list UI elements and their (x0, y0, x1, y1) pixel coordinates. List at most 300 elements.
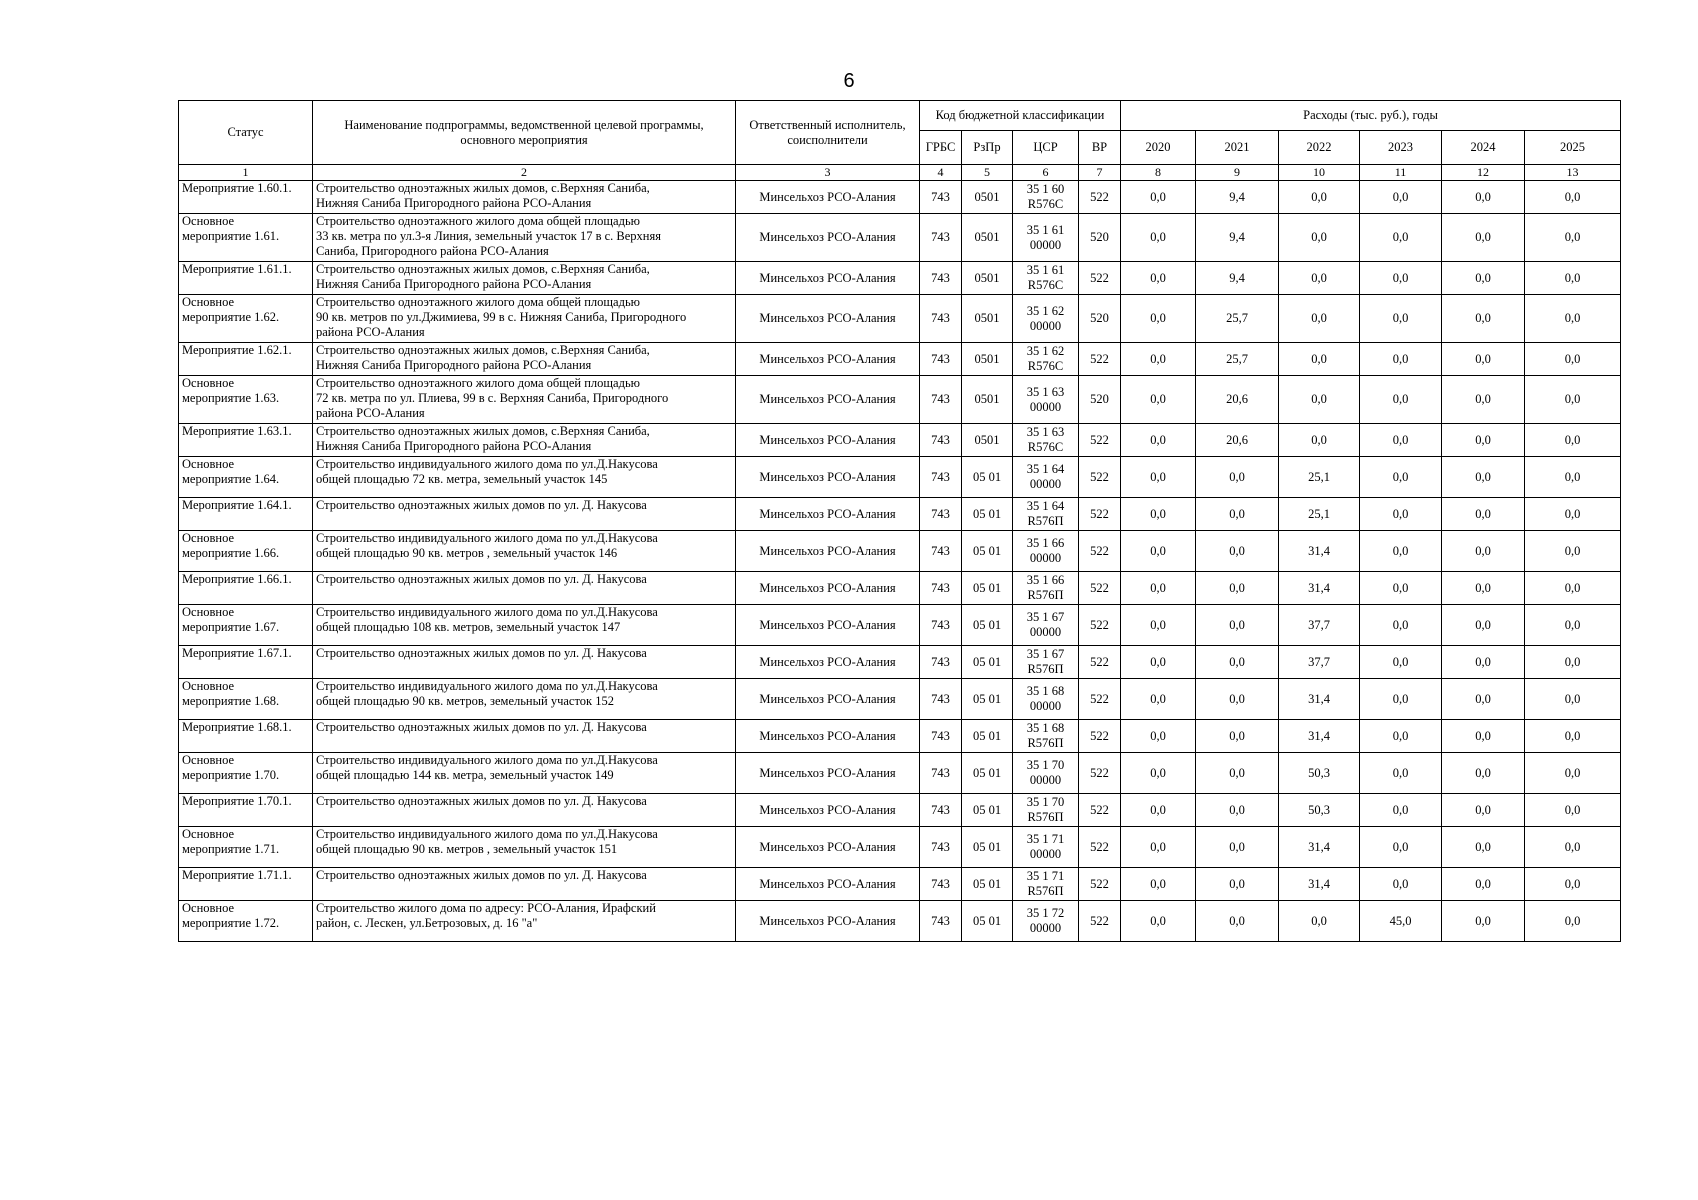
status-cell: Основное мероприятие 1.70. (179, 753, 313, 794)
name-cell: Строительство индивидуального жилого дома по ул.Д.Накусова общей площадью 90 кв. метров , земельный участок 146 (313, 531, 736, 572)
expense-value-cell: 0,0 (1196, 605, 1279, 646)
name-cell: Строительство индивидуального жилого дома по ул.Д.Накусова общей площадью 108 кв. метров, земельный участок 147 (313, 605, 736, 646)
expense-value-cell: 0,0 (1525, 498, 1621, 531)
vr-cell: 522 (1079, 827, 1121, 868)
name-cell: Строительство одноэтажного жилого дома общей площадью 72 кв. метра по ул. Плиева, 99 в с. Верхняя Саниба, Пригородного района РСО-Алания (313, 376, 736, 424)
grbs-cell: 743 (920, 262, 962, 295)
year-header: 2021 (1196, 131, 1279, 165)
expense-value-cell: 31,4 (1279, 572, 1360, 605)
csr-cell: 35 1 63 00000 (1013, 376, 1079, 424)
expense-value-cell: 9,4 (1196, 262, 1279, 295)
rzpr-cell: 05 01 (962, 753, 1013, 794)
expense-value-cell: 0,0 (1442, 531, 1525, 572)
executor-cell: Минсельхоз РСО-Алания (736, 827, 920, 868)
table-row (179, 646, 1621, 679)
name-cell: Строительство индивидуального жилого дома по ул.Д.Накусова общей площадью 90 кв. метров, земельный участок 152 (313, 679, 736, 720)
expense-value-cell: 0,0 (1196, 572, 1279, 605)
expense-value-cell: 0,0 (1525, 794, 1621, 827)
expense-value-cell: 0,0 (1525, 181, 1621, 214)
expense-value-cell: 0,0 (1121, 605, 1196, 646)
expense-value-cell: 0,0 (1196, 498, 1279, 531)
executor-cell: Минсельхоз РСО-Алания (736, 214, 920, 262)
name-cell: Строительство одноэтажных жилых домов, с.Верхняя Саниба, Нижняя Саниба Пригородного района РСО-Алания (313, 343, 736, 376)
expense-value-cell: 0,0 (1442, 827, 1525, 868)
expense-value-cell: 0,0 (1525, 868, 1621, 901)
status-cell: Мероприятие 1.68.1. (179, 720, 313, 753)
expense-value-cell: 37,7 (1279, 646, 1360, 679)
vr-cell: 522 (1079, 531, 1121, 572)
year-header: 2023 (1360, 131, 1442, 165)
expense-value-cell: 0,0 (1121, 531, 1196, 572)
column-number: 10 (1279, 165, 1360, 181)
column-number: 8 (1121, 165, 1196, 181)
expense-value-cell: 0,0 (1196, 457, 1279, 498)
executor-cell: Минсельхоз РСО-Алания (736, 901, 920, 942)
status-cell: Основное мероприятие 1.64. (179, 457, 313, 498)
rzpr-cell: 0501 (962, 181, 1013, 214)
executor-cell: Минсельхоз РСО-Алания (736, 295, 920, 343)
grbs-cell: 743 (920, 457, 962, 498)
executor-cell: Минсельхоз РСО-Алания (736, 498, 920, 531)
status-header: Статус (179, 101, 313, 165)
expense-value-cell: 0,0 (1121, 295, 1196, 343)
status-cell: Мероприятие 1.63.1. (179, 424, 313, 457)
expense-value-cell: 0,0 (1442, 457, 1525, 498)
table-row (179, 424, 1621, 457)
vr-cell: 520 (1079, 214, 1121, 262)
expense-value-cell: 0,0 (1279, 181, 1360, 214)
grbs-cell: 743 (920, 343, 962, 376)
status-cell: Мероприятие 1.67.1. (179, 646, 313, 679)
expense-value-cell: 0,0 (1360, 295, 1442, 343)
expense-value-cell: 0,0 (1360, 753, 1442, 794)
grbs-header: ГРБС (920, 131, 962, 165)
csr-cell: 35 1 64 00000 (1013, 457, 1079, 498)
expense-value-cell: 0,0 (1121, 262, 1196, 295)
grbs-cell: 743 (920, 214, 962, 262)
grbs-cell: 743 (920, 794, 962, 827)
expense-value-cell: 0,0 (1279, 376, 1360, 424)
rzpr-cell: 05 01 (962, 572, 1013, 605)
executor-cell: Минсельхоз РСО-Алания (736, 376, 920, 424)
expense-value-cell: 20,6 (1196, 424, 1279, 457)
executor-cell: Минсельхоз РСО-Алания (736, 753, 920, 794)
expense-value-cell: 0,0 (1525, 343, 1621, 376)
executor-cell: Минсельхоз РСО-Алания (736, 679, 920, 720)
expense-value-cell: 45,0 (1360, 901, 1442, 942)
expense-value-cell: 0,0 (1360, 827, 1442, 868)
status-cell: Основное мероприятие 1.68. (179, 679, 313, 720)
status-cell: Основное мероприятие 1.67. (179, 605, 313, 646)
expense-value-cell: 0,0 (1279, 901, 1360, 942)
executor-cell: Минсельхоз РСО-Алания (736, 457, 920, 498)
column-number: 2 (313, 165, 736, 181)
name-cell: Строительство индивидуального жилого дома по ул.Д.Накусова общей площадью 144 кв. метра, земельный участок 149 (313, 753, 736, 794)
expense-value-cell: 0,0 (1121, 376, 1196, 424)
expense-value-cell: 25,7 (1196, 343, 1279, 376)
status-cell: Мероприятие 1.66.1. (179, 572, 313, 605)
expense-value-cell: 0,0 (1196, 720, 1279, 753)
year-header: 2020 (1121, 131, 1196, 165)
table-row (179, 498, 1621, 531)
expense-value-cell: 0,0 (1360, 498, 1442, 531)
rzpr-cell: 05 01 (962, 827, 1013, 868)
name-cell: Строительство индивидуального жилого дома по ул.Д.Накусова общей площадью 72 кв. метра, земельный участок 145 (313, 457, 736, 498)
vr-cell: 522 (1079, 181, 1121, 214)
rzpr-cell: 0501 (962, 262, 1013, 295)
vr-cell: 522 (1079, 753, 1121, 794)
rzpr-cell: 0501 (962, 376, 1013, 424)
rzpr-header: РзПр (962, 131, 1013, 165)
vr-cell: 522 (1079, 794, 1121, 827)
status-cell: Основное мероприятие 1.71. (179, 827, 313, 868)
executor-cell: Минсельхоз РСО-Алания (736, 720, 920, 753)
executor-cell: Минсельхоз РСО-Алания (736, 531, 920, 572)
expense-value-cell: 0,0 (1360, 720, 1442, 753)
status-cell: Мероприятие 1.60.1. (179, 181, 313, 214)
expense-value-cell: 31,4 (1279, 679, 1360, 720)
year-header: 2025 (1525, 131, 1621, 165)
year-header: 2024 (1442, 131, 1525, 165)
table-row (179, 214, 1621, 262)
csr-cell: 35 1 60 R576C (1013, 181, 1079, 214)
expense-value-cell: 0,0 (1442, 794, 1525, 827)
csr-cell: 35 1 66 00000 (1013, 531, 1079, 572)
csr-cell: 35 1 62 00000 (1013, 295, 1079, 343)
name-cell: Строительство одноэтажных жилых домов, с.Верхняя Саниба, Нижняя Саниба Пригородного района РСО-Алания (313, 181, 736, 214)
expense-value-cell: 0,0 (1196, 827, 1279, 868)
grbs-cell: 743 (920, 605, 962, 646)
vr-cell: 522 (1079, 457, 1121, 498)
expense-value-cell: 0,0 (1196, 646, 1279, 679)
expense-value-cell: 0,0 (1442, 868, 1525, 901)
grbs-cell: 743 (920, 720, 962, 753)
name-cell: Строительство одноэтажных жилых домов, с.Верхняя Саниба, Нижняя Саниба Пригородного района РСО-Алания (313, 262, 736, 295)
vr-cell: 522 (1079, 498, 1121, 531)
executor-cell: Минсельхоз РСО-Алания (736, 181, 920, 214)
expense-value-cell: 0,0 (1121, 498, 1196, 531)
csr-cell: 35 1 64 R576П (1013, 498, 1079, 531)
expense-value-cell: 31,4 (1279, 827, 1360, 868)
executor-cell: Минсельхоз РСО-Алания (736, 794, 920, 827)
column-number-row (179, 165, 1621, 181)
grbs-cell: 743 (920, 572, 962, 605)
column-number: 6 (1013, 165, 1079, 181)
grbs-cell: 743 (920, 679, 962, 720)
table-row (179, 457, 1621, 498)
expense-value-cell: 9,4 (1196, 214, 1279, 262)
executor-cell: Минсельхоз РСО-Алания (736, 868, 920, 901)
grbs-cell: 743 (920, 901, 962, 942)
expense-value-cell: 31,4 (1279, 531, 1360, 572)
expense-value-cell: 0,0 (1121, 679, 1196, 720)
rzpr-cell: 05 01 (962, 901, 1013, 942)
expense-value-cell: 0,0 (1525, 262, 1621, 295)
status-cell: Мероприятие 1.62.1. (179, 343, 313, 376)
column-number: 7 (1079, 165, 1121, 181)
table-row (179, 679, 1621, 720)
expense-value-cell: 0,0 (1442, 498, 1525, 531)
table-row (179, 572, 1621, 605)
expense-value-cell: 0,0 (1360, 531, 1442, 572)
rzpr-cell: 0501 (962, 343, 1013, 376)
grbs-cell: 743 (920, 646, 962, 679)
status-cell: Основное мероприятие 1.62. (179, 295, 313, 343)
column-number: 13 (1525, 165, 1621, 181)
grbs-cell: 743 (920, 531, 962, 572)
expense-value-cell: 0,0 (1360, 262, 1442, 295)
expense-value-cell: 0,0 (1525, 531, 1621, 572)
table-body (179, 181, 1621, 942)
csr-cell: 35 1 68 00000 (1013, 679, 1079, 720)
expense-value-cell: 0,0 (1360, 868, 1442, 901)
vr-cell: 522 (1079, 720, 1121, 753)
expense-value-cell: 0,0 (1121, 646, 1196, 679)
rzpr-cell: 05 01 (962, 605, 1013, 646)
expense-value-cell: 0,0 (1525, 901, 1621, 942)
expense-value-cell: 0,0 (1360, 794, 1442, 827)
expense-value-cell: 0,0 (1442, 646, 1525, 679)
csr-header: ЦСР (1013, 131, 1079, 165)
rzpr-cell: 05 01 (962, 457, 1013, 498)
vr-header: ВР (1079, 131, 1121, 165)
status-cell: Мероприятие 1.61.1. (179, 262, 313, 295)
expense-value-cell: 0,0 (1442, 605, 1525, 646)
expense-value-cell: 0,0 (1360, 424, 1442, 457)
name-cell: Строительство одноэтажного жилого дома общей площадью 90 кв. метров по ул.Джимиева, 99 в с. Нижняя Саниба, Пригородного района РСО-Алания (313, 295, 736, 343)
grbs-cell: 743 (920, 753, 962, 794)
table-row (179, 605, 1621, 646)
expense-value-cell: 0,0 (1121, 753, 1196, 794)
executor-cell: Минсельхоз РСО-Алания (736, 343, 920, 376)
csr-cell: 35 1 71 R576П (1013, 868, 1079, 901)
expense-value-cell: 0,0 (1442, 214, 1525, 262)
table-row (179, 343, 1621, 376)
csr-cell: 35 1 68 R576П (1013, 720, 1079, 753)
expense-value-cell: 0,0 (1196, 901, 1279, 942)
name-cell: Строительство одноэтажных жилых домов по ул. Д. Накусова (313, 572, 736, 605)
expense-value-cell: 0,0 (1360, 646, 1442, 679)
csr-cell: 35 1 70 00000 (1013, 753, 1079, 794)
expense-value-cell: 0,0 (1121, 214, 1196, 262)
expense-value-cell: 20,6 (1196, 376, 1279, 424)
csr-cell: 35 1 67 00000 (1013, 605, 1079, 646)
expense-value-cell: 50,3 (1279, 794, 1360, 827)
status-cell: Основное мероприятие 1.72. (179, 901, 313, 942)
status-cell: Основное мероприятие 1.66. (179, 531, 313, 572)
expense-value-cell: 0,0 (1525, 424, 1621, 457)
csr-cell: 35 1 63 R576C (1013, 424, 1079, 457)
table-row (179, 753, 1621, 794)
csr-cell: 35 1 72 00000 (1013, 901, 1079, 942)
expense-value-cell: 0,0 (1196, 794, 1279, 827)
table-row (179, 531, 1621, 572)
rzpr-cell: 05 01 (962, 794, 1013, 827)
rzpr-cell: 0501 (962, 214, 1013, 262)
grbs-cell: 743 (920, 424, 962, 457)
expense-value-cell: 0,0 (1121, 794, 1196, 827)
column-number: 12 (1442, 165, 1525, 181)
expense-value-cell: 25,7 (1196, 295, 1279, 343)
expense-value-cell: 0,0 (1121, 720, 1196, 753)
executor-cell: Минсельхоз РСО-Алания (736, 262, 920, 295)
expense-value-cell: 0,0 (1525, 214, 1621, 262)
table-row (179, 376, 1621, 424)
name-cell: Строительство одноэтажных жилых домов по ул. Д. Накусова (313, 720, 736, 753)
table-row (179, 295, 1621, 343)
name-cell: Строительство одноэтажных жилых домов по ул. Д. Накусова (313, 868, 736, 901)
table-row (179, 901, 1621, 942)
status-cell: Мероприятие 1.71.1. (179, 868, 313, 901)
expense-value-cell: 0,0 (1525, 376, 1621, 424)
table-row (179, 794, 1621, 827)
column-number: 5 (962, 165, 1013, 181)
rzpr-cell: 05 01 (962, 679, 1013, 720)
status-cell: Основное мероприятие 1.61. (179, 214, 313, 262)
column-number: 3 (736, 165, 920, 181)
expense-value-cell: 0,0 (1279, 424, 1360, 457)
name-header: Наименование подпрограммы, ведомственной целевой программы, основного мероприятия (313, 101, 736, 165)
expense-value-cell: 0,0 (1360, 457, 1442, 498)
expense-value-cell: 0,0 (1525, 679, 1621, 720)
column-number: 1 (179, 165, 313, 181)
grbs-cell: 743 (920, 376, 962, 424)
grbs-cell: 743 (920, 868, 962, 901)
expense-value-cell: 25,1 (1279, 498, 1360, 531)
executor-header: Ответственный исполнитель, соисполнители (736, 101, 920, 165)
vr-cell: 522 (1079, 605, 1121, 646)
table-row (179, 181, 1621, 214)
expense-value-cell: 0,0 (1360, 343, 1442, 376)
rzpr-cell: 05 01 (962, 868, 1013, 901)
rzpr-cell: 05 01 (962, 498, 1013, 531)
expense-value-cell: 0,0 (1442, 343, 1525, 376)
expense-value-cell: 0,0 (1525, 457, 1621, 498)
name-cell: Строительство жилого дома по адресу: РСО-Алания, Ирафский район, с. Лескен, ул.Бетрозовых, д. 16 "а" (313, 901, 736, 942)
expense-value-cell: 0,0 (1360, 679, 1442, 720)
table-header (179, 101, 1621, 181)
grbs-cell: 743 (920, 827, 962, 868)
expense-value-cell: 0,0 (1442, 181, 1525, 214)
rzpr-cell: 05 01 (962, 720, 1013, 753)
expense-value-cell: 0,0 (1442, 720, 1525, 753)
expense-value-cell: 0,0 (1442, 679, 1525, 720)
status-cell: Мероприятие 1.70.1. (179, 794, 313, 827)
vr-cell: 522 (1079, 572, 1121, 605)
expense-value-cell: 0,0 (1442, 424, 1525, 457)
column-number: 4 (920, 165, 962, 181)
expense-value-cell: 0,0 (1121, 827, 1196, 868)
status-cell: Основное мероприятие 1.63. (179, 376, 313, 424)
expense-value-cell: 0,0 (1360, 572, 1442, 605)
vr-cell: 522 (1079, 868, 1121, 901)
rzpr-cell: 05 01 (962, 646, 1013, 679)
vr-cell: 522 (1079, 424, 1121, 457)
expense-value-cell: 0,0 (1442, 262, 1525, 295)
expenses-header: Расходы (тыс. руб.), годы (1121, 101, 1621, 131)
status-cell: Мероприятие 1.64.1. (179, 498, 313, 531)
csr-cell: 35 1 71 00000 (1013, 827, 1079, 868)
expense-value-cell: 0,0 (1525, 827, 1621, 868)
expense-value-cell: 31,4 (1279, 868, 1360, 901)
expense-value-cell: 0,0 (1121, 181, 1196, 214)
expense-value-cell: 0,0 (1360, 181, 1442, 214)
executor-cell: Минсельхоз РСО-Алания (736, 646, 920, 679)
vr-cell: 522 (1079, 262, 1121, 295)
vr-cell: 520 (1079, 295, 1121, 343)
expense-value-cell: 0,0 (1279, 214, 1360, 262)
expense-value-cell: 50,3 (1279, 753, 1360, 794)
csr-cell: 35 1 61 00000 (1013, 214, 1079, 262)
column-number: 9 (1196, 165, 1279, 181)
vr-cell: 520 (1079, 376, 1121, 424)
expense-value-cell: 0,0 (1196, 679, 1279, 720)
rzpr-cell: 05 01 (962, 531, 1013, 572)
expense-value-cell: 0,0 (1525, 753, 1621, 794)
expense-value-cell: 0,0 (1525, 295, 1621, 343)
budget-code-header: Код бюджетной классификации (920, 101, 1121, 131)
expense-value-cell: 0,0 (1121, 572, 1196, 605)
column-number: 11 (1360, 165, 1442, 181)
expense-value-cell: 0,0 (1360, 376, 1442, 424)
expense-value-cell: 0,0 (1360, 214, 1442, 262)
name-cell: Строительство одноэтажных жилых домов по ул. Д. Накусова (313, 646, 736, 679)
csr-cell: 35 1 70 R576П (1013, 794, 1079, 827)
expense-value-cell: 0,0 (1525, 572, 1621, 605)
expense-value-cell: 0,0 (1442, 901, 1525, 942)
executor-cell: Минсельхоз РСО-Алания (736, 572, 920, 605)
csr-cell: 35 1 66 R576П (1013, 572, 1079, 605)
expense-value-cell: 0,0 (1279, 343, 1360, 376)
expense-value-cell: 37,7 (1279, 605, 1360, 646)
page-number: 6 (843, 70, 855, 92)
name-cell: Строительство одноэтажного жилого дома общей площадью 33 кв. метра по ул.3-я Линия, земельный участок 17 в с. Верхняя Саниба, Пригородного района РСО-Алания (313, 214, 736, 262)
expense-value-cell: 0,0 (1279, 295, 1360, 343)
csr-cell: 35 1 62 R576C (1013, 343, 1079, 376)
expense-value-cell: 0,0 (1525, 720, 1621, 753)
expense-value-cell: 0,0 (1442, 753, 1525, 794)
table-row (179, 262, 1621, 295)
rzpr-cell: 0501 (962, 295, 1013, 343)
executor-cell: Минсельхоз РСО-Алания (736, 424, 920, 457)
grbs-cell: 743 (920, 295, 962, 343)
year-header: 2022 (1279, 131, 1360, 165)
expense-value-cell: 0,0 (1196, 531, 1279, 572)
expense-value-cell: 0,0 (1121, 343, 1196, 376)
expense-value-cell: 0,0 (1442, 376, 1525, 424)
vr-cell: 522 (1079, 646, 1121, 679)
name-cell: Строительство одноэтажных жилых домов, с.Верхняя Саниба, Нижняя Саниба Пригородного района РСО-Алания (313, 424, 736, 457)
executor-cell: Минсельхоз РСО-Алания (736, 605, 920, 646)
table-row (179, 827, 1621, 868)
expense-value-cell: 0,0 (1442, 295, 1525, 343)
expense-value-cell: 0,0 (1121, 457, 1196, 498)
table-row (179, 720, 1621, 753)
grbs-cell: 743 (920, 498, 962, 531)
expense-value-cell: 0,0 (1442, 572, 1525, 605)
expense-value-cell: 31,4 (1279, 720, 1360, 753)
rzpr-cell: 0501 (962, 424, 1013, 457)
expense-value-cell: 0,0 (1121, 868, 1196, 901)
name-cell: Строительство индивидуального жилого дома по ул.Д.Накусова общей площадью 90 кв. метров , земельный участок 151 (313, 827, 736, 868)
name-cell: Строительство одноэтажных жилых домов по ул. Д. Накусова (313, 498, 736, 531)
expense-value-cell: 25,1 (1279, 457, 1360, 498)
expense-value-cell: 9,4 (1196, 181, 1279, 214)
expense-value-cell: 0,0 (1525, 605, 1621, 646)
expense-value-cell: 0,0 (1196, 868, 1279, 901)
vr-cell: 522 (1079, 679, 1121, 720)
csr-cell: 35 1 67 R576П (1013, 646, 1079, 679)
